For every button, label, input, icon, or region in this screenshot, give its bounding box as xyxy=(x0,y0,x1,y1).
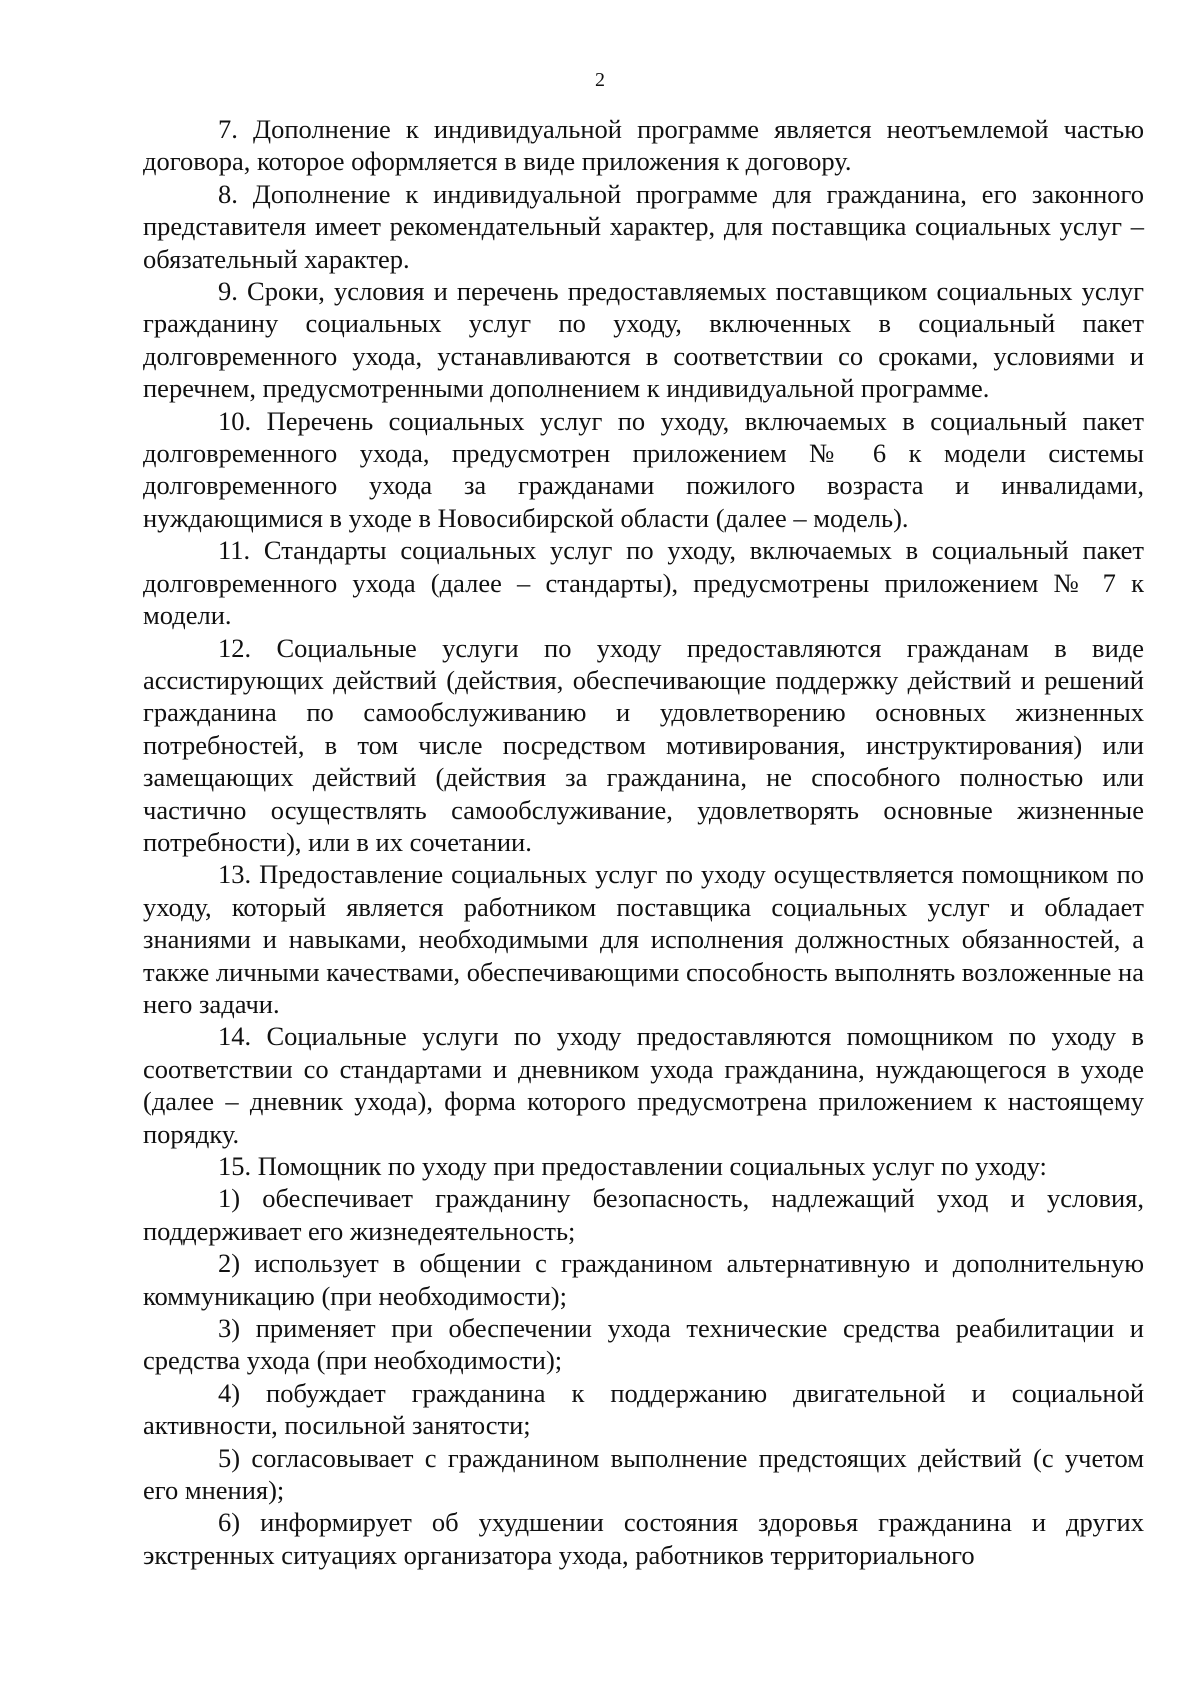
document-body xyxy=(143,113,1144,1571)
paragraph-15: 15. Помощник по уходу при предоставлении социальных услуг по уходу: xyxy=(218,1151,1047,1181)
list-item-4: 4) побуждает гражданина к поддержанию двигательной и социальной активности, посильной занятости; xyxy=(143,1377,1144,1441)
paragraph-11: 11. Стандарты социальных услуг по уходу, включаемых в социальный пакет долговременного ухода (далее – стандарты), предусмотрены приложением № 7 к модели. xyxy=(143,535,1144,631)
list-item-3: 3) применяет при обеспечении ухода технические средства реабилитации и средства ухода (при необходимости); xyxy=(143,1313,1144,1376)
paragraph-13: 13. Предоставление социальных услуг по уходу осуществляется помощником по уходу, который является работником поставщика социальных услуг и обладает знаниями и навыками, необходимыми для исполнения должностных обязанностей, а также личными качествами, обеспечивающими способность выполнять возложенные на него задачи. xyxy=(143,859,1144,1019)
paragraph-12: 12. Социальные услуги по уходу предоставляются гражданам в виде ассистирующих действий (действия, обеспечивающие поддержку действий и решений гражданина по самообслуживанию и удовлетворению основных жизненных потребностей, в том числе посредством мотивирования, инструктирования) или замещающих действий (действия за гражданина, не способного полностью или частично осуществлять самообслуживание, удовлетворять основные жизненные потребности), или в их сочетании. xyxy=(143,632,1144,857)
paragraph-14: 14. Социальные услуги по уходу предоставляются помощником по уходу в соответствии со стандартами и дневником ухода гражданина, нуждающегося в уходе (далее – дневник ухода), форма которого предусмотрена приложением к настоящему порядку. xyxy=(143,1021,1144,1149)
page-number: 2 xyxy=(595,69,605,91)
paragraph-10: 10. Перечень социальных услуг по уходу, включаемых в социальный пакет долговременного ухода, предусмотрен приложением № 6 к модели системы долговременного ухода за гражданами пожилого возраста и инвалидами, нуждающимися в уходе в Новосибирской области (далее – модель). xyxy=(143,405,1144,533)
paragraph-9: 9. Сроки, условия и перечень предоставляемых поставщиком социальных услуг гражданину социальных услуг по уходу, включенных в социальный пакет долговременного ухода, устанавливаются в соответствии со сроками, условиями и перечнем, предусмотренными дополнением к индивидуальной программе. xyxy=(143,276,1144,404)
paragraph-7: 7. Дополнение к индивидуальной программе является неотъемлемой частью договора, которое оформляется в виде приложения к договору. xyxy=(143,114,1144,177)
list-item-1: 1) обеспечивает гражданину безопасность, надлежащий уход и условия, поддерживает его жизнедеятельность; xyxy=(143,1183,1144,1246)
list-item-6: 6) информирует об ухудшении состояния здоровья гражданина и других экстренных ситуациях организатора ухода, работников территориального xyxy=(143,1507,1144,1570)
paragraph-8: 8. Дополнение к индивидуальной программе для гражданина, его законного представителя имеет рекомендательный характер, для поставщика социальных услуг – обязательный характер. xyxy=(143,178,1144,274)
list-item-5: 5) согласовывает с гражданином выполнение предстоящих действий (с учетом его мнения); xyxy=(143,1442,1144,1506)
list-item-2: 2) использует в общении с гражданином альтернативную и дополнительную коммуникацию (при необходимости); xyxy=(143,1248,1144,1311)
